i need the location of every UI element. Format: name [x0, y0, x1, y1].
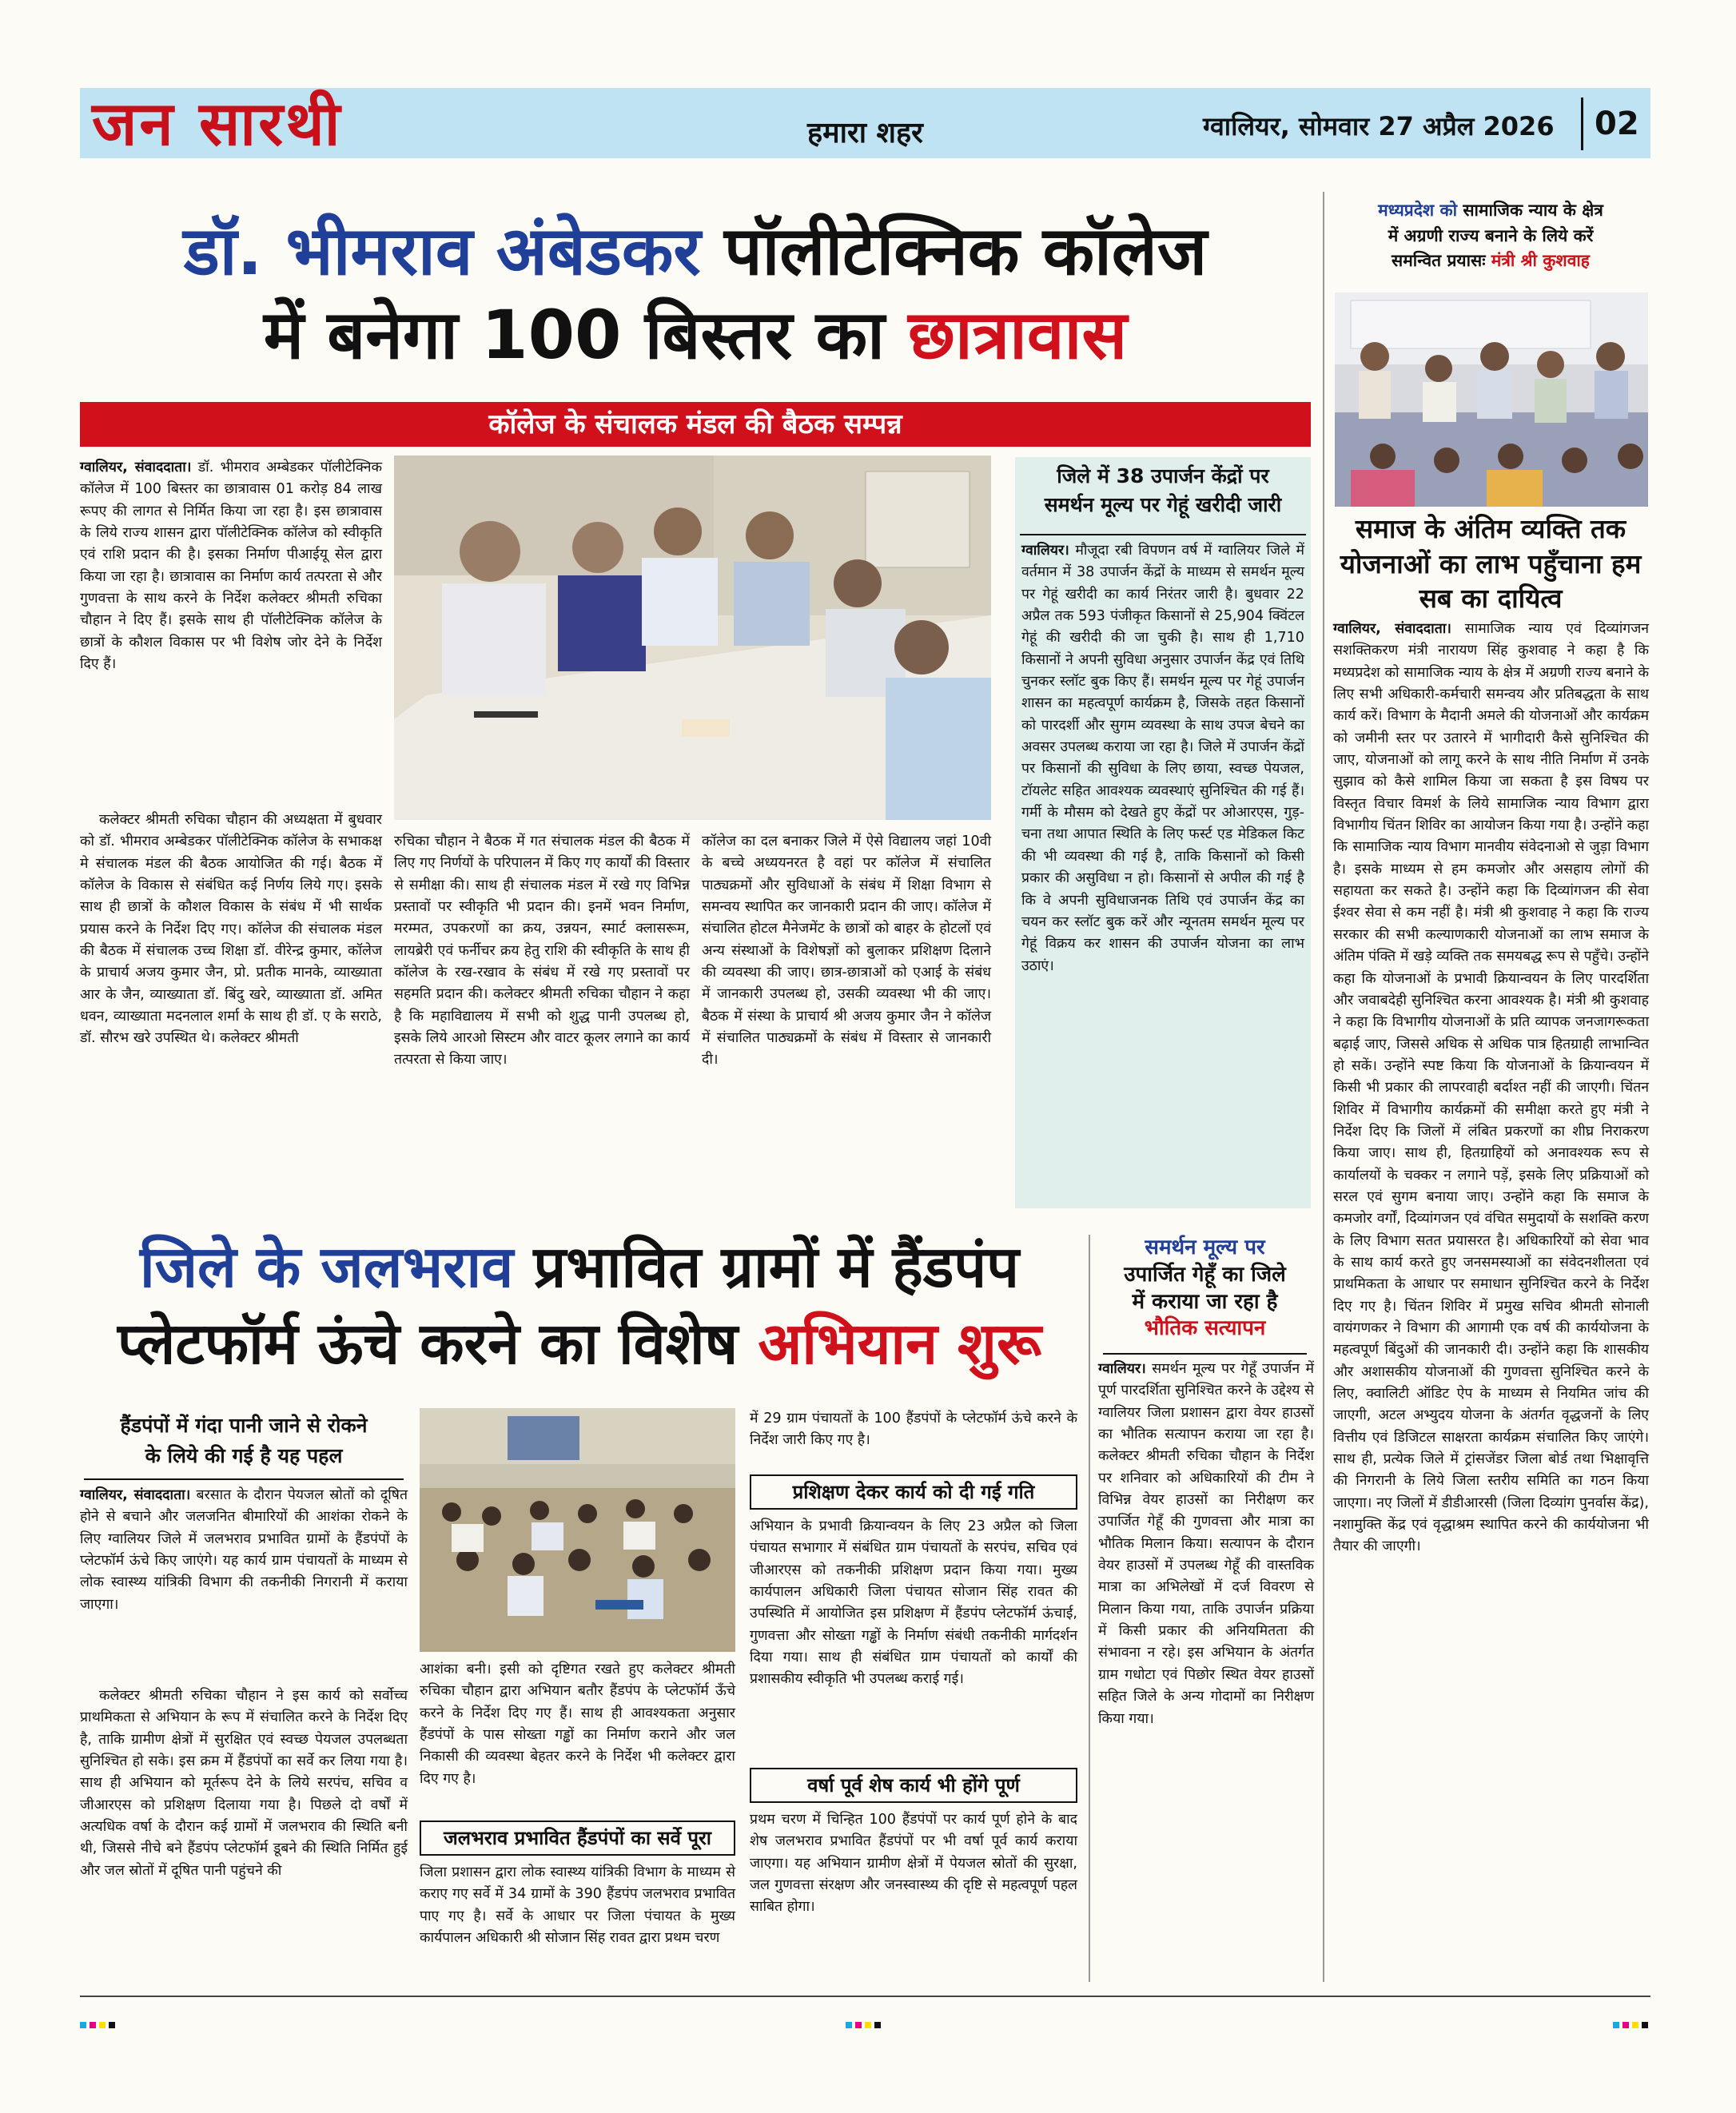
- verification-headline-l4: भौतिक सत्यापन: [1144, 1316, 1266, 1341]
- handpump-headline-highlight: अभियान शुरू: [758, 1309, 1041, 1377]
- verification-body: [1098, 1359, 1314, 1730]
- handpump-headline-l2: प्लेटफॉर्म ऊंचे करने का विशेष: [117, 1309, 739, 1377]
- minister-topline-l2: में अग्रणी राज्य बनाने के लिये करें: [1388, 225, 1594, 245]
- story1-col1-a-text: डॉ. भीमराव अम्बेडकर पॉलीटेक्निक कॉलेज में 100 बिस्तर का छात्रावास 01 करोड़ 84 लाख रूपए की लागत से निर्मित किया जा रहा है। इस छात्रावास के लिये राज्य शासन द्वारा पॉलीटेक्निक कॉलेज को स्वीकृति एवं राशि प्रदान की है। इसका निर्माण पीआईयू सेल द्वारा किया जा रहा है। छात्रावास का निर्माण कार्य तत्परता से और गुणवत्ता के साथ करने के निर्देश कलेक्टर श्रीमती रुचिका चौहान ने दिए हैं। इसके साथ ही पॉलीटेक्निक कॉलेज के छात्रों के कौशल विकास पर भी विशेष जोर देने के निर्देश दिए हैं।: [80, 460, 382, 673]
- story1-headline-part2: पॉलीटेक्निक कॉलेज: [723, 212, 1208, 290]
- procurement-body: [1021, 540, 1304, 977]
- minister-headline-l3: सब का दायित्व: [1419, 583, 1563, 615]
- masthead-logo: जन सारथी: [92, 88, 343, 159]
- handpump-col2-a: आशंका बनी। इसी को दृष्टिगत रखते हुए कलेक्टर श्रीमती रुचिका चौहान द्वारा अभियान बतौर हैंडपंप के प्लेटफॉर्म ऊँचे करने के निर्देश दिए गए हैं। साथ ही आवश्यकता अनुसार हैंडपंपों के पास सोख्ता गड्ढों का निर्माण कराने और जल निकासी की व्यवस्था बेहतर करने के निर्देश भी कलेक्टर द्वारा दिए गए है।: [420, 1661, 735, 1787]
- training-photo-illustration: [420, 1408, 735, 1652]
- story1-col2: रुचिका चौहान ने बैठक में गत संचालक मंडल की बैठक में लिए गए निर्णयों के परिपालन में किए गए कार्यों की विस्तार से समीक्षा की। साथ ही संचालक मंडल में रखे गए विभिन्न प्रस्तावों पर स्वीकृति भी प्रदान की। इनमें भवन निर्माण, मरम्मत, उपकरणों का क्रय, उन्नयन, स्मार्ट क्लासरूम, लायब्रेरी एवं फर्नीचर क्रय हेतु राशि की स्वीकृति के साथ ही कॉलेज के रख-रखाव के संबंध में रखे गए प्रस्तावों पर सहमति प्रदान की। कलेक्टर श्रीमती रुचिका चौहान ने कहा है कि महाविद्यालय में सभी को शुद्ध पानी उपलब्ध हो, इसके लिये आरओ सिस्टम और वाटर कूलर लगाने का कार्य तत्परता से किया जाए।: [394, 834, 690, 1068]
- registration-marks-center: [846, 2022, 894, 2030]
- verification-headline-l3: में कराया जा रहा है: [1132, 1289, 1278, 1314]
- column-divider: [1323, 192, 1324, 1982]
- verification-divider: [1089, 1235, 1090, 1982]
- training-photo: [420, 1408, 735, 1652]
- minister-topline-l3-accent: मंत्री श्री कुशवाह: [1491, 251, 1590, 270]
- registration-marks-left: [80, 2022, 128, 2030]
- procurement-body-text: मौजूदा रबी विपणन वर्ष में ग्वालियर जिले में वर्तमान में 38 उपार्जन केंद्रों के माध्यम से समर्थन मूल्य पर गेहूं खरीदी का कार्य निरंतर जारी है। बुधवार 22 अप्रैल तक 593 पंजीकृत किसानों से 25,904 क्विंटल गेहूं की खरीदी की जा चुकी है। साथ ही 1,710 किसानों ने अपनी सुविधा अनुसार उपार्जन केंद्र एवं तिथि चुनकर स्लॉट बुक किए हैं। समर्थन मूल्य पर गेहूं उपार्जन शासन का महत्वपूर्ण कार्यक्रम है, जिसके तहत किसानों को पारदर्शी और सुगम व्यवस्था के साथ उपज बेचने का अवसर उपलब्ध कराया जा रहा है। जिले में उपार्जन केंद्रों पर किसानों की सुविधा के लिए छाया, स्वच्छ पेयजल, टॉयलेट सहित आवश्यक व्यवस्थाएं सुनिश्चित की गई हैं। गर्मी के मौसम को देखते हुए केंद्रों पर ओआरएस, गुड़-चना तथा आपात स्थिति के लिए फर्स्ट एड मेडिकल किट की भी व्यवस्था की गई है, ताकि किसानों को किसी प्रकार की असुविधा न हो। किसानों से अपील की गई है कि वे अपनी सुविधाजनक तिथि एवं उपार्जन केंद्र का चयन कर स्लॉट बुक करें और न्यूनतम समर्थन मूल्य पर गेहूं विक्रय कर शासन की उपार्जन योजना का लाभ उठाएं।: [1021, 543, 1305, 974]
- handpump-col3-b: अभियान के प्रभावी क्रियान्वयन के लिए 23 अप्रैल को जिला पंचायत सभागार में संबंधित ग्राम पंचायतों के सरपंच, सचिव एवं जीआरएस को तकनीकी प्रशिक्षण प्रदान किया गया। मुख्य कार्यपालन अधिकारी जिला पंचायत सोजान सिंह रावत की उपस्थिति में आयोजित इस प्रशिक्षण में हैंडपंप प्लेटफॉर्म ऊंचाई, गुणवत्ता और सोख्ता गड्ढों के निर्माण संबंधी तकनीकी मार्गदर्शन दिया गया। साथ ही संबंधित ग्राम पंचायतों को कार्यों की प्रशासकीय स्वीकृति भी उपलब्ध कराई गई।: [750, 1518, 1077, 1688]
- handpump-kicker-rule: [84, 1478, 404, 1480]
- handpump-headline: [80, 1229, 1079, 1383]
- monsoon-subhead: वर्षा पूर्व शेष कार्य भी होंगे पूर्ण: [807, 1774, 1020, 1797]
- minister-headline-l1: समाज के अंतिम व्यक्ति तक: [1355, 513, 1627, 544]
- minister-topline-accent: मध्यप्रदेश को: [1378, 201, 1458, 220]
- verification-headline-l1: समर्थन मूल्य पर: [1145, 1236, 1265, 1259]
- handpump-col2-b: जिला प्रशासन द्वारा लोक स्वास्थ्य यांत्रिकी विभाग के माध्यम से कराए गए सर्वे में 34 ग्रामों के 390 हैंडपंप जलभराव प्रभावित पाए गए है। सर्वे के आधार पर जिला पंचायत के मुख्य कार्यपालन अधिकारी श्री सोजान सिंह रावत द्वारा प्रथम चरण: [420, 1864, 735, 1947]
- procurement-headline: [1015, 462, 1311, 520]
- handpump-col1-a: [80, 1485, 408, 1616]
- verification-body-text: समर्थन मूल्य पर गेहूँ उपार्जन में पूर्ण पारदर्शिता सुनिश्चित करने के उद्देश्य से ग्वालियर जिला प्रशासन द्वारा वेयर हाउसों का भौतिक सत्यापन कराया जा रहा है। कलेक्टर श्रीमती रुचिका चौहान के निर्देश पर शनिवार को अधिकारियों की टीम ने विभिन्न वेयर हाउसों का निरीक्षण कर उपार्जित गेहूँ की गुणवत्ता और मात्रा का भौतिक मिलान किया। सत्यापन के दौरान वेयर हाउसों में उपलब्ध गेहूँ की वास्तविक मात्रा का अभिलेखों में दर्ज विवरण से मिलान किया गया, ताकि उपार्जन प्रक्रिया में किसी प्रकार की अनियमितता की संभावना न रहे। इस अभियान के अंतर्गत ग्राम गधोटा एवं पिछोर स्थित वेयर हाउसों सहित जिले के अन्य गोदामों का निरीक्षण किया गया।: [1098, 1361, 1315, 1727]
- handpump-kicker-l1: हैंडपंपों में गंदा पानी जाने से रोकने: [120, 1414, 368, 1437]
- workshop-photo: [1335, 292, 1648, 507]
- story1-headline-line2: में बनेगा 100 बिस्तर का: [263, 296, 885, 374]
- procurement-headline-l1: जिले में 38 उपार्जन केंद्रों पर: [1057, 464, 1269, 487]
- minister-topline-l3: समन्वित प्रयासः: [1392, 251, 1486, 270]
- handpump-kicker: [80, 1411, 408, 1470]
- registration-marks-right: [1613, 2022, 1661, 2030]
- procurement-dateline: ग्वालियर।: [1021, 543, 1069, 559]
- page-number: 02: [1595, 105, 1639, 142]
- verification-headline-l2: उपार्जित गेहूँ का जिले: [1124, 1262, 1286, 1287]
- verification-headline: [1095, 1235, 1315, 1343]
- handpump-col1-a-text: बरसात के दौरान पेयजल स्रोतों को दूषित होने से बचाने और जलजनित बीमारियों की आशंका रोकने के लिए ग्वालियर जिले में जलभराव प्रभावित ग्रामों के हैंडपंपों के प्लेटफॉर्म ऊंचे किए जाएंगे। यह कार्य ग्राम पंचायतों के माध्यम से लोक स्वास्थ्य यांत्रिकी विभाग की तकनीकी निगरानी में कराया जाएगा।: [80, 1487, 408, 1613]
- handpump-headline-l1: प्रभावित ग्रामों में हैंडपंप: [533, 1233, 1020, 1300]
- section-name: हमारा शहर: [807, 117, 923, 149]
- minister-topline-rest: सामाजिक न्याय के क्षेत्र: [1463, 201, 1603, 220]
- procurement-headline-l2: समर्थन मूल्य पर गेहूं खरीदी जारी: [1044, 493, 1282, 517]
- handpump-kicker-l2: के लिये की गई है यह पहल: [145, 1443, 343, 1467]
- story1-headline-highlight: छात्रावास: [908, 296, 1128, 374]
- handpump-col3-a: में 29 ग्राम पंचायतों के 100 हैंडपंपों के प्लेटफॉर्म ऊंचे करने के निर्देश जारी किए गए है।: [750, 1411, 1077, 1449]
- training-subhead: प्रशिक्षण देकर कार्य को दी गई गति: [792, 1481, 1035, 1503]
- minister-body: [1333, 619, 1649, 1558]
- minister-body-text: सामाजिक न्याय एवं दिव्यांगजन सशक्तिकरण मंत्री नारायण सिंह कुशवाह ने कहा है कि मध्यप्रदेश को सामाजिक न्याय के क्षेत्र में अग्रणी राज्य बनाने के लिए सभी अधिकारी-कर्मचारी समन्वय और प्रतिबद्धता के साथ कार्य करें। विभाग के मैदानी अमले की योजनाओं और कार्यक्रम को जमीनी स्तर पर उतारने में भागीदारी कैसे सुनिश्चित की जाए, योजनाओं को लागू करने के साथ नीति निर्माण में उनके सुझाव को कैसे शामिल किया जा सकता है इस विषय पर विस्तृत विचार विमर्श के लिये सामाजिक न्याय विभाग द्वारा विभागीय चिंतन शिविर का आयोजन किया गया है। उन्होंने कहा कि सामाजिक न्याय विभाग मानवीय संवेदनाओ से जुड़ा विभाग है। इसके माध्यम से हम कमजोर और असहाय लोगों की सहायता कर सकते है। उन्होंने कहा कि दिव्यांगजन की सेवा ईश्वर सेवा से कम नहीं है। मंत्री श्री कुशवाह ने कहा कि राज्य सरकार की सभी कल्याणकारी योजनाओं का लाभ समाज के अंतिम पंक्ति में खड़े व्यक्ति तक समयबद्ध रूप से पहुँचे। उन्होंने कहा कि योजनाओं के प्रभावी क्रियान्वयन के लिए पारदर्शिता और जवाबदेही सुनिश्चित करना आवश्यक है। मंत्री श्री कुशवाह ने कहा कि विभागीय योजनाओं के प्रति व्यापक जनजागरूकता बढ़ाई जाए, जिससे अधिक से अधिक पात्र हितग्राही लाभान्वित हो सकें। उन्होंने स्पष्ट किया कि योजनाओं के क्रियान्वयन में किसी भी प्रकार की लापरवाही बर्दाश्त नहीं की जाएगी। चिंतन शिविर में विभागीय कार्यक्रमों की समीक्षा करते हुए मंत्री ने निर्देश दिए कि जिलों में लंबित प्रकरणों का शीघ्र निराकरण किया जाए। साथ ही, हितग्राहियों को अनावश्यक रूप से कार्यालयों के चक्कर न लगाने पड़ें, इसके लिए प्रक्रियाओं को सरल एवं सुगम बनाया जाए। उन्होंने कहा कि समाज के कमजोर वर्गों, दिव्यांगजन एवं वंचित समुदायों के सशक्ति करण के लिए विभाग सतत प्रयासरत है। अधिकारियों को सेवा भाव के साथ कार्य करते हुए जनसमस्याओं का संवेदनशीलता एवं प्राथमिकता के आधार पर समाधान सुनिश्चित करने के निर्देश दिए गए है। चिंतन शिविर में प्रमुख सचिव श्रीमती सोनाली वायंगणकर ने विभाग की आगामी एक वर्ष की कार्ययोजना के महत्वपूर्ण बिंदुओं की जानकारी दी। उन्होंने कहा कि शासकीय और अशासकीय योजनाओं की गुणवत्ता सुनिश्चित करने के लिए, क्वालिटी ऑडिट ऐप के माध्यम से नियमित जांच की जाएगी, अटल अभ्युदय योजना के अंतर्गत वृद्धजनों के लिए वित्तीय एवं डिजिटल साक्षरता कार्यक्रम संचालित किए जाएंगे। साथ ही, प्रत्येक जिले में ट्रांसजेंडर जिला बोर्ड तथा भिक्षावृत्ति की निगरानी के लिये जिला स्तरीय समिति का गठन किया जाएगा। नए जिलों में डीडीआरसी (जिला दिव्यांग पुनर्वास केंद्र), नशामुक्ति केंद्र एवं वृद्धाश्रम स्थापित करने की कार्ययोजना भी तैयार की जाएगी।: [1333, 621, 1650, 1555]
- meeting-photo: [394, 456, 991, 820]
- minister-headline: [1331, 511, 1650, 616]
- survey-subhead: जलभराव प्रभावित हैंडपंपों का सर्वे पूरा: [443, 1827, 712, 1849]
- minister-dateline: ग्वालियर, संवाददाता।: [1333, 621, 1451, 637]
- story1-col3: कॉलेज का दल बनाकर जिले में ऐसे विद्यालय जहां 10वी के बच्चे अध्ययनरत है वहां पर कॉलेज में संचालित पाठ्यक्रमों और सुविधाओं के संबंध में शिक्षा विभाग से समन्वय स्थापित कर जानकारी प्रदान की जाए। कॉलेज में संचालित होटल मैनेजमेंट के छात्रों को बाहर के होटलों एवं अन्य संस्थाओं के विशेषज्ञों को बुलाकर प्रशिक्षण दिलाने की व्यवस्था की जाए। छात्र-छात्राओं को एआई के संबंध में जानकारी उपलब्ध हो, उसकी व्यवस्था भी की जाए। बैठक में संस्था के प्राचार्य श्री अजय कुमार जैन ने कॉलेज में संचालित पाठ्यक्रमों के संबंध में विस्तार से जानकारी दी।: [702, 834, 991, 1068]
- minister-topline: [1331, 198, 1650, 274]
- procurement-rule: [1020, 534, 1306, 535]
- handpump-col3-c: प्रथम चरण में चिन्हित 100 हैंडपंपों पर कार्य पूर्ण होने के बाद शेष जलभराव प्रभावित हैंडपंपों पर भी वर्षा पूर्व कार्य कराया जाएगा। यह अभियान ग्रामीण क्षेत्रों में पेयजल स्रोतों की सुरक्षा, जल गुणवत्ता संरक्षण और जनस्वास्थ्य की दृष्टि से महत्वपूर्ण पहल साबित होगा।: [750, 1812, 1077, 1916]
- meeting-photo-illustration: [394, 456, 991, 820]
- masthead-divider: [1581, 97, 1583, 150]
- story1-col1-a: [80, 457, 382, 675]
- verification-rule: [1103, 1353, 1307, 1355]
- handpump-dateline: ग्वालियर, संवाददाता।: [80, 1487, 191, 1503]
- story1-headline-part1: डॉ. भीमराव अंबेडकर: [183, 212, 701, 290]
- story1-col1-b: कलेक्टर श्रीमती रुचिका चौहान की अध्यक्षता में बुधवार को डॉ. भीमराव अम्बेडकर पॉलीटेक्निक कॉलेज के सभाकक्ष मे संचालक मंडल की बैठक आयोजित की गई। बैठक में कॉलेज के विकास से संबंधित कई निर्णय लिये गए। इसके साथ ही छात्रों के कौशल विकास के संबंध में भी सार्थक प्रयास करने के निर्देश दिए गए। कॉलेज की संचालक मंडल की बैठक में संचालक उच्च शिक्षा डॉ. वीरेन्द्र कुमार, कॉलेज के प्राचार्य अजय कुमार जैन, प्रो. प्रतीक मानके, व्याख्याता आर के जैन, व्याख्याता डॉ. बिंदु खरे, व्याख्याता डॉ. अमित धवन, व्याख्याता मदनलाल शर्मा के साथ ही डॉ. ए के सराठे, डॉ. सौरभ खरे उपस्थित थे। कलेक्टर श्रीमती: [80, 812, 382, 1047]
- story1-headline: [80, 209, 1311, 377]
- handpump-col1-b: कलेक्टर श्रीमती रुचिका चौहान ने इस कार्य को सर्वोच्च प्राथमिकता से अभियान के रूप में संचालित करने के निर्देश दिए है, ताकि ग्रामीण क्षेत्रों में सुरक्षित एवं स्वच्छ पेयजल उपलब्धता सुनिश्चित हो सके। इस क्रम में हैंडपंपों का सर्वे कर लिया गया है। साथ ही अभियान को मूर्तरूप देने के लिये सरपंच, सचिव व जीआरएस को प्रशिक्षण दिलाया गया है। पिछले दो वर्षों में अत्यधिक वर्षा के दौरान कई ग्रामों में जलभराव की स्थिति बनी थी, जिससे नीचे बने हैंडपंप प्लेटफॉर्म डूबने की स्थिति निर्मित हुई और जल स्रोतों में दूषित पानी पहुंचने की: [80, 1688, 408, 1879]
- minister-headline-l2: योजनाओं का लाभ पहुँचाना हम: [1340, 547, 1642, 579]
- footer-rule: [80, 1996, 1650, 1997]
- story1-subhead: कॉलेज के संचालक मंडल की बैठक सम्पन्न: [488, 408, 902, 440]
- handpump-headline-accent: जिले के जलभराव: [139, 1233, 514, 1300]
- workshop-photo-illustration: [1335, 292, 1648, 507]
- story1-dateline: ग्वालियर, संवाददाता।: [80, 460, 192, 476]
- verification-dateline: ग्वालियर।: [1098, 1361, 1146, 1377]
- dateline: ग्वालियर, सोमवार 27 अप्रैल 2026: [1203, 111, 1555, 141]
